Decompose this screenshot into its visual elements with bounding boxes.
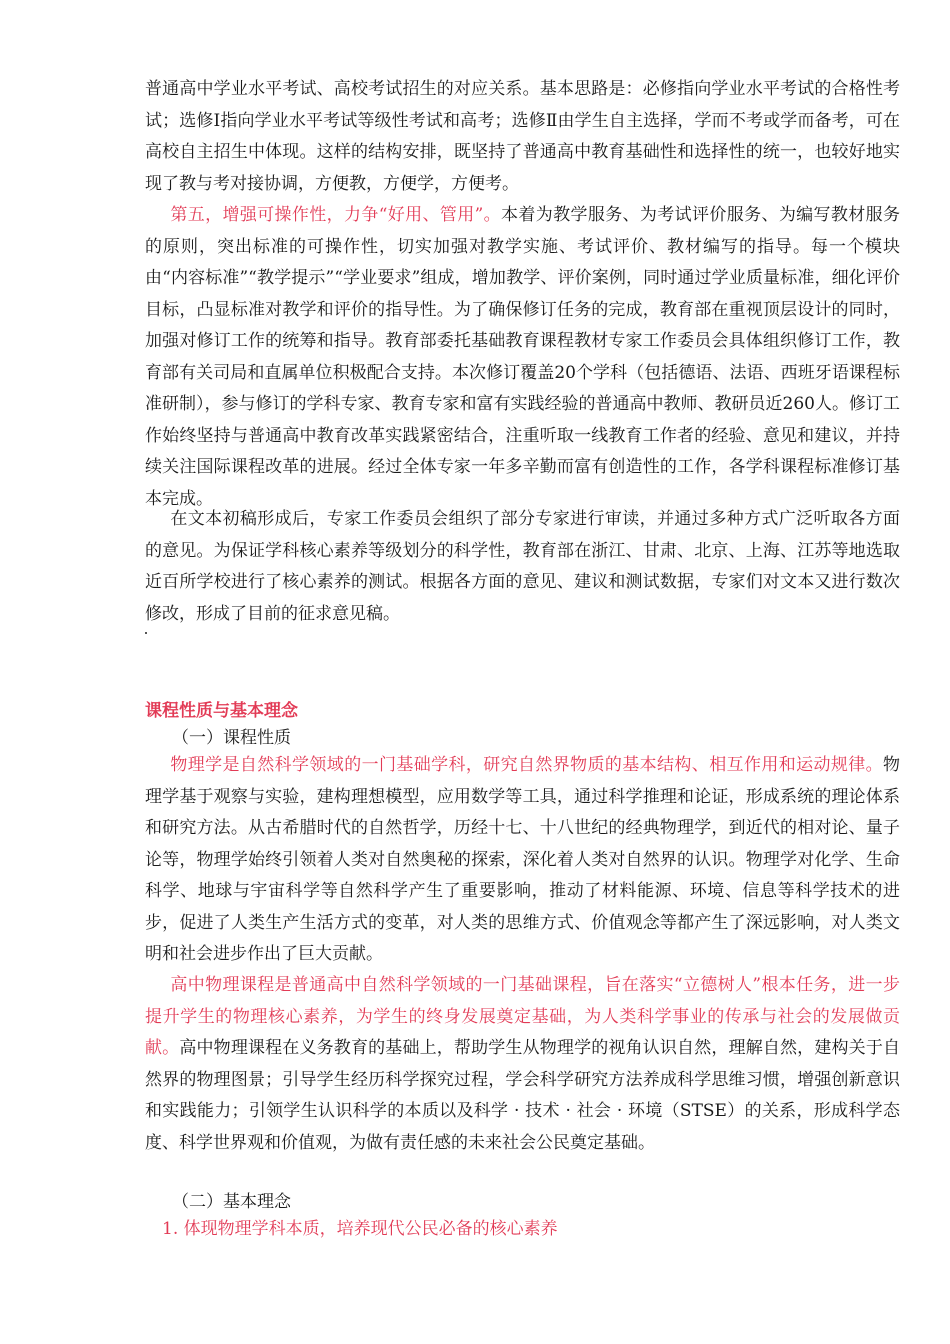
paragraph-review <box>145 504 900 630</box>
highlight-text: 高中物理课程是普通高中自然科学领域的一门基础课程，旨在落实“立德树人”根本任务，进一步提升学生的物理核心素养，为学生的终身发展奠定基础，为人类科学事业的传承与社会的发展做贡献。 <box>145 975 900 1058</box>
paragraph-exam-structure <box>145 74 900 200</box>
paragraph-physics-nature <box>145 750 900 971</box>
paragraph-text: 本着为教学服务、为考试评价服务、为编写教材服务的原则，突出标准的可操作性，切实加强对教学实施、考试评价、教材编写的指导。每一个模块由“内容标准”“教学提示”“学业要求”组成，增加教学、评价案例，同时通过学业质量标准，细化评价目标，凸显标准对教学和评价的指导性。为了确保修订任务的完成，教育部在重视顶层设计的同时，加强对修订工作的统筹和指导。教育部委托基础教育课程教材专家工作委员会具体组织修订工作，教育部有关司局和直属单位积极配合支持。本次修订覆盖20个学科（包括德语、法语、西班牙语课程标准研制），参与修订的学科专家、教育专家和富有实践经验的普通高中教师、教研员近260人。修订工作始终坚持与普通高中教育改革实践紧密结合，注重听取一线教育工作者的经验、意见和建议，并持续关注国际课程改革的进展。经过全体专家一年多辛勤而富有创造性的工作，各学科课程标准修订基本完成。 <box>145 205 901 509</box>
highlight-text: 第五，增强可操作性，力争“好用、管用”。 <box>170 205 502 225</box>
paragraph-text: 物理学基于观察与实验，建构理想模型，应用数学等工具，通过科学推理和论证，形成系统的理论体系和研究方法。从古希腊时代的自然哲学，历经十七、十八世纪的经典物理学，到近代的相对论、量子论等，物理学始终引领着人类对自然奥秘的探索，深化着人类对自然界的认识。物理学对化学、生命科学、地球与宇宙科学等自然科学产生了重要影响，推动了材料能源、环境、信息等科学技术的进步，促进了人类生产生活方式的变革，对人类的思维方式、价值观念等都产生了深远影响，对人类文明和社会进步作出了巨大贡献。 <box>145 755 900 964</box>
subsection-title-philosophy: （二）基本理念 <box>172 1192 291 1212</box>
paragraph-course-goal <box>145 970 900 1159</box>
paragraph-text: 在文本初稿形成后，专家工作委员会组织了部分专家进行审读，并通过多种方式广泛听取各方面的意见。为保证学科核心素养等级划分的科学性，教育部在浙江、甘肃、北京、上海、江苏等地选取近百所学校进行了核心素养的测试。根据各方面的意见、建议和测试数据，专家们对文本又进行数次修改，形成了目前的征求意见稿。 <box>145 509 900 624</box>
subsection-title-nature: （一）课程性质 <box>172 728 291 748</box>
list-item-philosophy-1: 1. 体现物理学科本质，培养现代公民必备的核心素养 <box>162 1219 558 1239</box>
section-heading: 课程性质与基本理念 <box>145 701 298 721</box>
highlight-text: 物理学是自然科学领域的一门基础学科，研究自然界物质的基本结构、相互作用和运动规律。 <box>170 755 883 775</box>
stray-mark <box>145 632 147 634</box>
paragraph-text: 普通高中学业水平考试、高校考试招生的对应关系。基本思路是：必修指向学业水平考试的合格性考试；选修Ⅰ指向学业水平考试等级性考试和高考；选修Ⅱ由学生自主选择，学而不考或学而备考，可在高校自主招生中体现。这样的结构安排，既坚持了普通高中教育基础性和选择性的统一，也较好地实现了教与考对接协调，方便教，方便学，方便考。 <box>145 79 900 194</box>
paragraph-text: 高中物理课程在义务教育的基础上，帮助学生从物理学的视角认识自然，理解自然，建构关于自然界的物理图景；引导学生经历科学探究过程，学会科学研究方法养成科学思维习惯，增强创新意识和实践能力；引领学生认识科学的本质以及科学 · 技术 · 社会 · 环境（STSE）的关系，形成科学态度、科学世界观和价值观，为做有责任感的未来社会公民奠定基础。 <box>145 1038 901 1153</box>
paragraph-operability <box>145 200 900 515</box>
